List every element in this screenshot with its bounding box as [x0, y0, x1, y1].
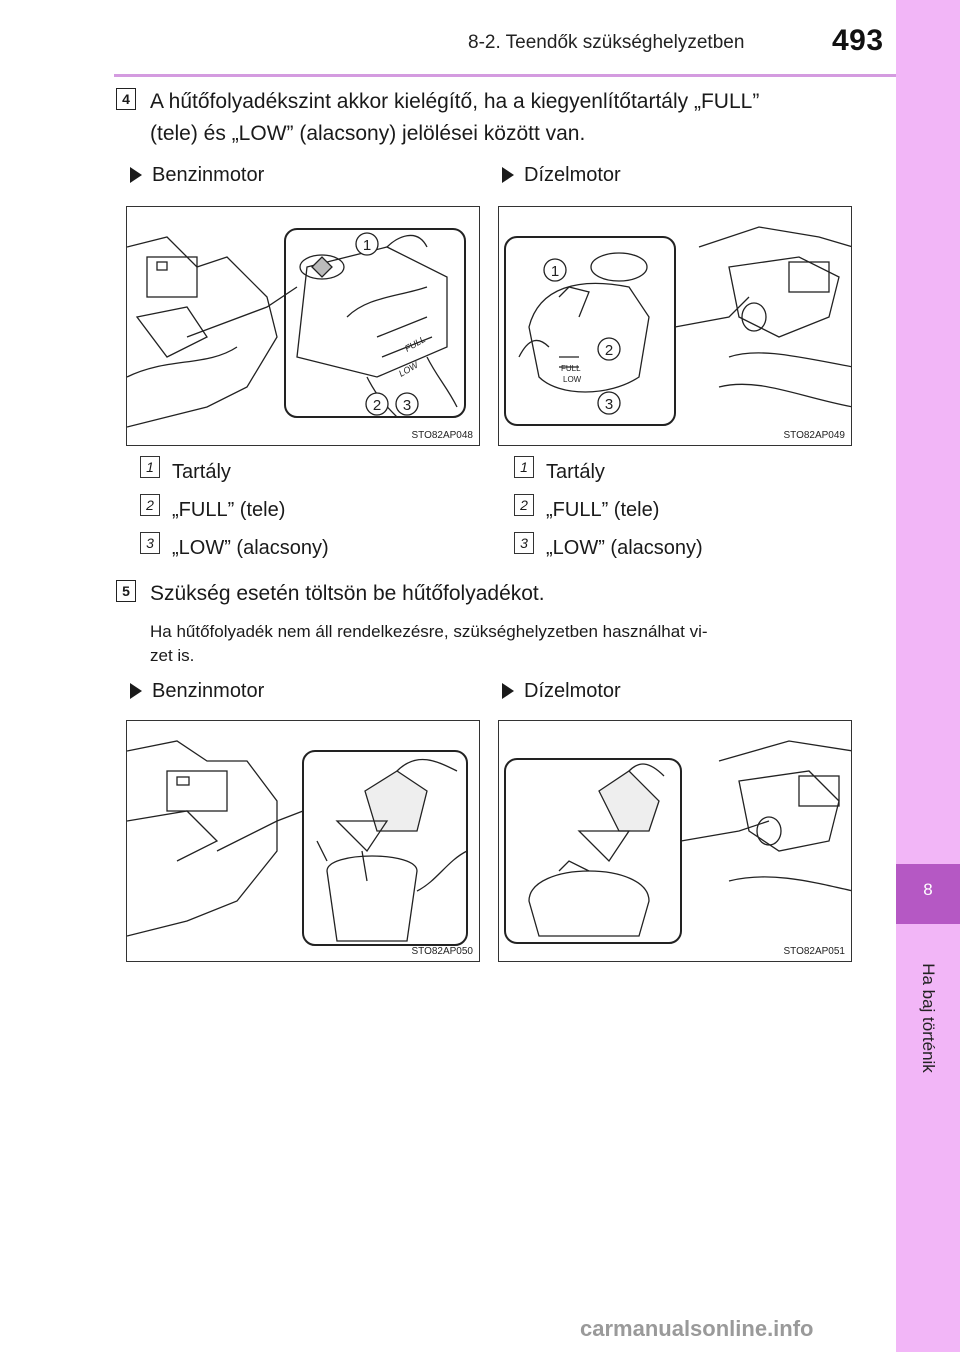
step-4-line2: (tele) és „LOW” (alacsony) jelölései között van.: [150, 122, 586, 145]
arrow-right-icon: [502, 167, 514, 183]
full-mark-petrol: FULL: [403, 334, 428, 354]
side-tab: [896, 0, 960, 1352]
callout-3-diesel: 3: [604, 396, 614, 413]
petrol-reservoir-illustration: [127, 207, 480, 446]
figure-petrol-refill: [126, 720, 480, 962]
watermark: carmanualsonline.info: [580, 1316, 814, 1341]
step-5-note-line1: Ha hűtőfolyadék nem áll rendelkezésre, szükséghelyzetben használhat vi-: [150, 622, 708, 641]
figure-diesel-refill: [498, 720, 852, 962]
page-number: 493: [832, 24, 884, 57]
step-5-text: Szükség esetén töltsön be hűtőfolyadékot.: [150, 582, 545, 605]
diesel-label-1: Dízelmotor: [502, 164, 621, 187]
figure-code: STO82AP050: [411, 946, 473, 957]
step-4-line1: A hűtőfolyadékszint akkor kielégítő, ha a kiegyenlítőtartály „FULL”: [150, 90, 760, 113]
diesel-refill-illustration: [499, 721, 852, 962]
low-mark-petrol: LOW: [397, 359, 420, 379]
callout-2-diesel: 2: [604, 342, 614, 359]
petrol-label-2: Benzinmotor: [130, 680, 264, 703]
section-title: 8-2. Teendők szükséghelyzetben: [468, 32, 745, 53]
legend-diesel-1: 1 Tartály: [514, 456, 605, 484]
figure-code: STO82AP051: [783, 946, 845, 957]
petrol-refill-illustration: [127, 721, 480, 962]
chapter-number: 8: [923, 880, 933, 899]
figure-diesel-reservoir: [498, 206, 852, 446]
arrow-right-icon: [130, 167, 142, 183]
legend-diesel-2: 2 „FULL” (tele): [514, 494, 659, 522]
diesel-reservoir-illustration: [499, 207, 852, 446]
arrow-right-icon: [502, 683, 514, 699]
step-number-4: 4: [116, 88, 136, 110]
figure-code: STO82AP048: [411, 430, 473, 441]
figure-petrol-reservoir: [126, 206, 480, 446]
step-number-5: 5: [116, 580, 136, 602]
chapter-title: Ha baj történik: [919, 963, 938, 1073]
callout-1-diesel: 1: [550, 263, 560, 280]
legend-petrol-1: 1 Tartály: [140, 456, 231, 484]
full-mark-diesel: FULL: [561, 364, 581, 373]
petrol-label-1: Benzinmotor: [130, 164, 264, 187]
callout-1-petrol: 1: [362, 237, 372, 254]
low-mark-diesel: LOW: [563, 375, 582, 384]
diesel-label-2: Dízelmotor: [502, 680, 621, 703]
page-header: [0, 14, 884, 57]
callout-2-petrol: 2: [372, 397, 382, 414]
step-5-note-line2: zet is.: [150, 646, 195, 665]
arrow-right-icon: [130, 683, 142, 699]
legend-petrol-3: 3 „LOW” (alacsony): [140, 532, 329, 560]
figure-code: STO82AP049: [783, 430, 845, 441]
legend-petrol-2: 2 „FULL” (tele): [140, 494, 285, 522]
callout-3-petrol: 3: [402, 397, 412, 414]
legend-diesel-3: 3 „LOW” (alacsony): [514, 532, 703, 560]
header-rule: [114, 74, 896, 77]
